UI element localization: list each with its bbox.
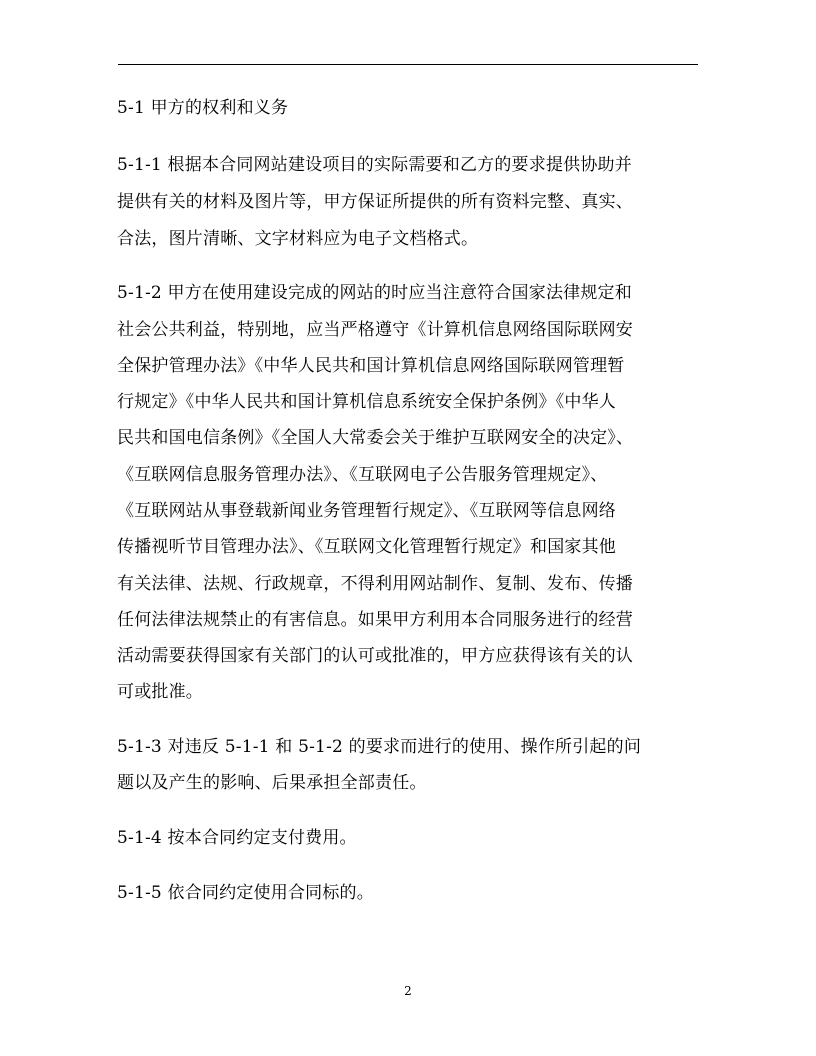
section-heading: 5-1 甲方的权利和义务 <box>117 98 289 118</box>
clause-5-1-2-line-8: 传播视听节目管理办法》、《互联网文化管理暂行规定》和国家其他 <box>117 537 616 557</box>
clause-5-1-2-line-2: 社会公共利益，特别地，应当严格遵守《计算机信息网络国际联网安 <box>117 320 633 340</box>
clause-5-1-2-line-7: 《互联网站从事登载新闻业务管理暂行规定》、《互联网等信息网络 <box>117 501 616 521</box>
clause-5-1-2-line-6: 《互联网信息服务管理办法》、《互联网电子公告服务管理规定》、 <box>117 465 608 485</box>
clause-5-1-1-line-1: 5-1-1 根据本合同网站建设项目的实际需要和乙方的要求提供协助并 <box>117 155 632 175</box>
clause-5-1-5-line-1: 5-1-5 依合同约定使用合同标的。 <box>117 883 374 903</box>
clause-5-1-2-line-1: 5-1-2 甲方在使用建设完成的网站的时应当注意符合国家法律规定和 <box>117 283 632 303</box>
clause-5-1-2-line-12: 可或批准。 <box>117 682 203 702</box>
clause-5-1-1-line-3: 合法，图片清晰、文字材料应为电子文档格式。 <box>117 229 479 249</box>
clause-5-1-1-line-2: 提供有关的材料及图片等，甲方保证所提供的所有资料完整、真实、 <box>117 192 633 212</box>
clause-5-1-3-line-2: 题以及产生的影响、后果承担全部责任。 <box>117 773 427 793</box>
clause-5-1-3-line-1: 5-1-3 对违反 5-1-1 和 5-1-2 的要求而进行的使用、操作所引起的问 <box>117 737 642 757</box>
clause-5-1-2-line-11: 活动需要获得国家有关部门的认可或批准的，甲方应获得该有关的认 <box>117 646 633 666</box>
clause-5-1-2-line-10: 任何法律法规禁止的有害信息。如果甲方利用本合同服务进行的经营 <box>117 610 633 630</box>
clause-5-1-2-line-4: 行规定》《中华人民共和国计算机信息系统安全保护条例》《中华人 <box>117 392 616 412</box>
header-rule <box>118 64 698 65</box>
clause-5-1-2-line-3: 全保护管理办法》《中华人民共和国计算机信息网络国际联网管理暂 <box>117 356 625 376</box>
clause-5-1-2-line-5: 民共和国电信条例》《全国人大常委会关于维护互联网安全的决定》、 <box>117 428 634 448</box>
clause-5-1-2-line-9: 有关法律、法规、行政规章，不得利用网站制作、复制、发布、传播 <box>117 574 633 594</box>
clause-5-1-4-line-1: 5-1-4 按本合同约定支付费用。 <box>117 828 357 848</box>
page-number: 2 <box>404 984 412 998</box>
